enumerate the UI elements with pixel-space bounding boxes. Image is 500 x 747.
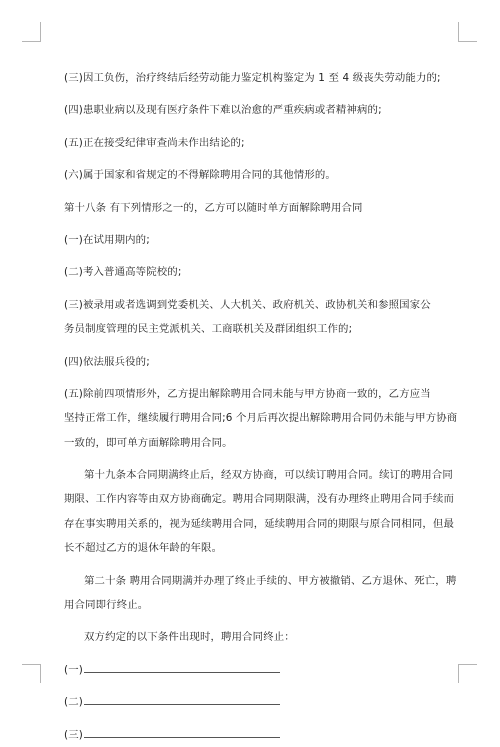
blank-condition-3-line[interactable] [84, 723, 280, 738]
blank-condition-1-label: (一) [64, 663, 83, 676]
clause-20-line-2: 用合同即行终止。 [64, 599, 149, 612]
clause-18-item-1: (一)在试用期内的; [64, 233, 150, 246]
clause-18-item-4: (四)依法服兵役的; [64, 355, 150, 368]
clause-19-line-3: 存在事实聘用关系的，视为延续聘用合同，延续聘用合同的期限与原合同相同，但最 [64, 517, 454, 530]
crop-mark-bottom-left-h [22, 664, 41, 665]
clause-20-line-1: 第二十条 聘用合同期满并办理了终止手续的、甲方被撤销、乙方退休、死亡，聘 [84, 574, 457, 587]
crop-mark-top-right-v [458, 22, 459, 41]
crop-mark-bottom-right-v [458, 664, 459, 683]
blank-condition-2-line[interactable] [84, 690, 280, 705]
clause-17-item-4: (四)患职业病以及现有医疗条件下难以治愈的严重疾病或者精神病的; [64, 104, 382, 117]
clause-17-item-3: (三)因工负伤，治疗终结后经劳动能力鉴定机构鉴定为 1 至 4 级丧失劳动能力的; [64, 72, 441, 84]
clause-17-item-6: (六)属于国家和省规定的不得解除聘用合同的其他情形的。 [64, 169, 336, 182]
clause-19-line-1: 第十九条本合同期满终止后，经双方协商，可以续订聘用合同。续订的聘用合同 [84, 469, 453, 482]
blank-condition-2-label: (二) [64, 696, 83, 709]
blank-condition-3-label: (三) [64, 728, 83, 741]
crop-mark-bottom-left-v [40, 664, 41, 683]
blank-condition-3 [64, 723, 452, 747]
clause-17-item-5: (五)正在接受纪律审查尚未作出结论的; [64, 136, 245, 149]
clause-18-item-5-line-3: 一致的，即可单方面解除聘用合同。 [64, 436, 233, 449]
crop-mark-top-left-h [22, 41, 41, 42]
crop-mark-top-right-h [458, 41, 477, 42]
crop-mark-top-left-v [40, 22, 41, 41]
clause-19-line-2: 期限、工作内容等由双方协商确定。聘用合同期限满，没有办理终止聘用合同手续而 [64, 493, 454, 506]
clause-18-item-5-line-2: 坚持正常工作，继续履行聘用合同;6 个月后再次提出解除聘用合同仍未能与甲方协商 [64, 412, 458, 425]
blank-condition-2 [64, 690, 452, 714]
blank-condition-1 [64, 658, 452, 682]
document-body [64, 66, 458, 747]
clause-19-line-4: 长不超过乙方的退休年龄的年限。 [64, 542, 223, 555]
clause-18-item-2: (二)考入普通高等院校的; [64, 266, 182, 279]
agreed-conditions-intro: 双方约定的以下条件出现时，聘用合同终止： [84, 631, 295, 644]
clause-18-item-5-line-1: (五)除前四项情形外，乙方提出解除聘用合同未能与甲方协商一致的，乙方应当 [64, 387, 431, 400]
clause-18-item-3-line-1: (三)被录用或者选调到党委机关、人大机关、政府机关、政协机关和参照国家公 [64, 298, 431, 311]
clause-18-heading: 第十八条 有下列情形之一的，乙方可以随时单方面解除聘用合同 [64, 201, 363, 214]
crop-mark-bottom-right-h [458, 664, 477, 665]
blank-condition-1-line[interactable] [84, 658, 280, 673]
clause-18-item-3-line-2: 务员制度管理的民主党派机关、工商联机关及群团组织工作的; [64, 323, 353, 336]
